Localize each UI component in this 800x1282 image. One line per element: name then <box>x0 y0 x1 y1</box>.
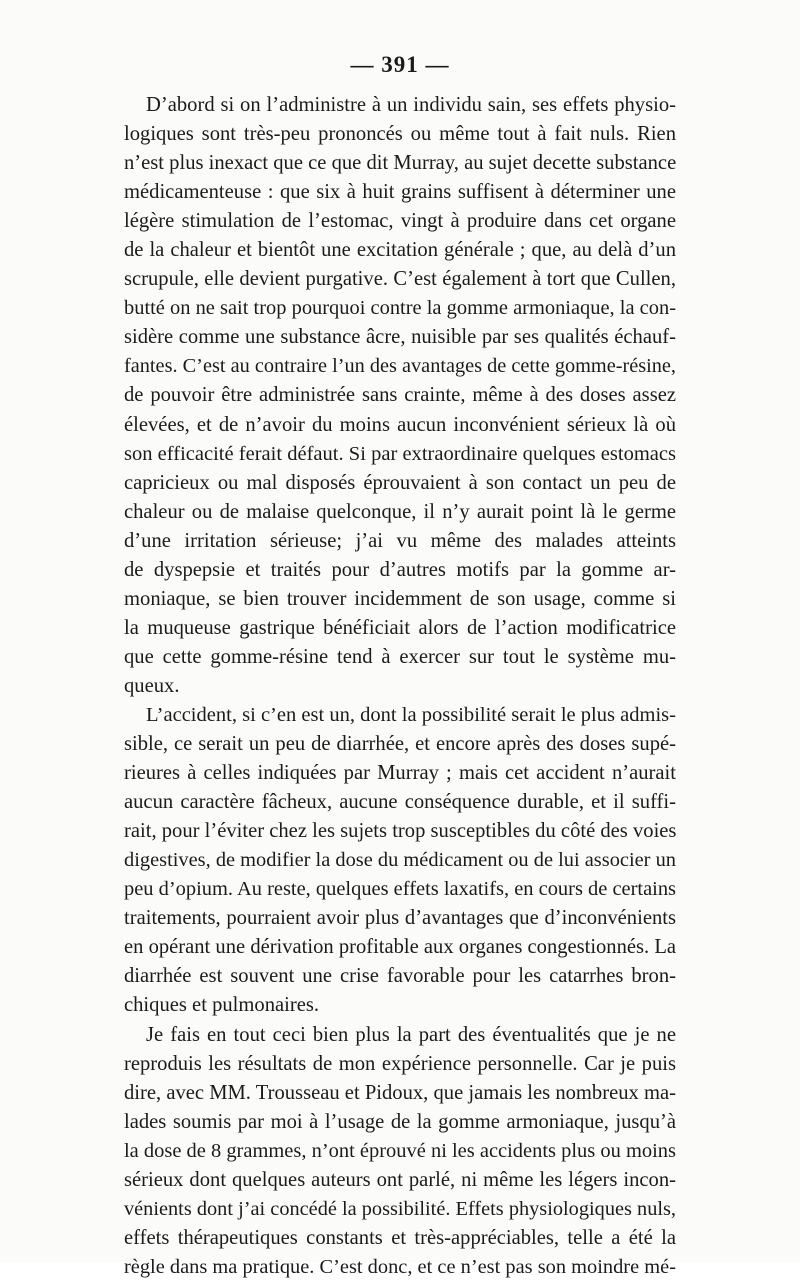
text-line: aucun caractère fâcheux, aucune conséquence durable, et il suffi- <box>124 791 676 814</box>
text-line: logiques sont très-peu prononcés ou même tout à fait nuls. Rien <box>124 123 676 146</box>
text-line: sidère comme une substance âcre, nuisible par ses qualités échauf- <box>124 326 676 349</box>
text-line: la muqueuse gastrique bénéficiait alors de l’action modificatrice <box>124 616 676 639</box>
text-line: médicamenteuse : que six à huit grains suffisent à déterminer une <box>124 181 676 204</box>
text-line: fantes. C’est au contraire l’un des avantages de cette gomme-résine, <box>124 355 676 378</box>
paragraph <box>124 91 676 701</box>
text-line: rait, pour l’éviter chez les sujets trop susceptibles du côté des voies <box>124 820 677 843</box>
text-line: capricieux ou mal disposés éprouvaient à son contact un peu de <box>124 471 676 494</box>
text-line: lades soumis par moi à l’usage de la gomme armoniaque, jusqu’à <box>124 1110 676 1133</box>
text-line: peu d’opium. Au reste, quelques effets laxatifs, en cours de certains <box>124 878 676 901</box>
text-line: élevées, et de n’avoir du moins aucun inconvénient sérieux là où <box>124 413 676 436</box>
text-line: d’une irritation sérieuse; j’ai vu même des malades atteints <box>124 529 676 552</box>
text-line: scrupule, elle devient purgative. C’est également à tort que Cullen, <box>124 268 676 291</box>
body-text <box>124 91 676 1282</box>
text-line: diarrhée est souvent une crise favorable pour les catarrhes bron- <box>124 965 676 988</box>
text-line: chaleur ou de malaise quelconque, il n’y aurait point là le germe <box>124 500 676 523</box>
text-line: la dose de 8 grammes, n’ont éprouvé ni les accidents plus ou moins <box>124 1139 676 1162</box>
paragraph <box>124 701 676 1021</box>
text-line: son efficacité ferait défaut. Si par extraordinaire quelques estomacs <box>124 442 676 465</box>
text-line: moniaque, se bien trouver incidemment de son usage, comme si <box>124 587 676 610</box>
page-number: — 391 — <box>350 52 450 77</box>
text-line: rieures à celles indiquées par Murray ; mais cet accident n’aurait <box>124 762 676 785</box>
text-line: digestives, de modifier la dose du médicament ou de lui associer un <box>124 849 676 872</box>
text-line: L’accident, si c’en est un, dont la possibilité serait le plus admis- <box>146 703 676 726</box>
text-line: queux. <box>124 674 180 697</box>
text-line: n’est plus inexact que ce que dit Murray, au sujet decette substance <box>124 152 677 175</box>
text-line: sérieux dont quelques auteurs ont parlé, ni même les légers incon- <box>124 1168 676 1191</box>
text-line: D’abord si on l’administre à un individu sain, ses effets physio- <box>146 94 676 116</box>
text-line: traitements, pourraient avoir plus d’avantages que d’inconvénients <box>124 907 676 930</box>
text-line: sible, ce serait un peu de diarrhée, et encore après des doses supé- <box>124 733 676 756</box>
text-line: effets thérapeutiques constants et très-appréciables, telle a été la <box>124 1226 676 1249</box>
text-line: que cette gomme-résine tend à exercer sur tout le système mu- <box>124 645 676 668</box>
text-line: de dyspepsie et traités pour d’autres motifs par la gomme ar- <box>124 558 676 581</box>
text-line: vénients dont j’ai concédé la possibilité. Effets physiologiques nuls, <box>124 1197 676 1220</box>
text-line: de la chaleur et bientôt une excitation générale ; que, au delà d’un <box>124 239 676 262</box>
text-line: butté on ne sait trop pourquoi contre la gomme armoniaque, la con- <box>124 297 676 320</box>
text-line: chiques et pulmonaires. <box>124 994 320 1017</box>
paragraph <box>124 1021 676 1282</box>
text-line: en opérant une dérivation profitable aux organes congestionnés. La <box>124 936 676 959</box>
text-line: dire, avec MM. Trousseau et Pidoux, que jamais les nombreux ma- <box>124 1081 676 1104</box>
text-line: reproduis les résultats de mon expérience personnelle. Car je puis <box>124 1052 676 1075</box>
text-line: de pouvoir être administrée sans crainte, même à des doses assez <box>124 384 676 407</box>
text-line: règle dans ma pratique. C’est donc, et ce n’est pas son moindre mé- <box>124 1255 676 1278</box>
text-line: légère stimulation de l’estomac, vingt à produire dans cet organe <box>124 210 676 233</box>
text-line: Je fais en tout ceci bien plus la part des éventualités que je ne <box>146 1023 676 1046</box>
